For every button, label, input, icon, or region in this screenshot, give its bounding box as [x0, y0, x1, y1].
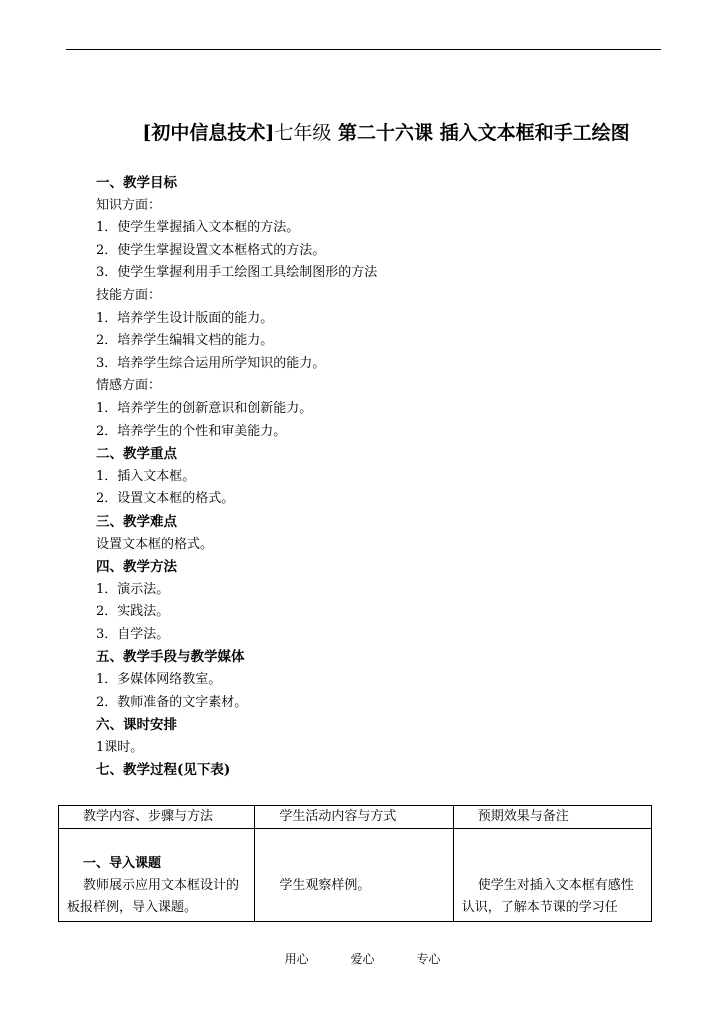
table-row	[59, 829, 652, 922]
section-heading: 六、课时安排	[96, 717, 177, 734]
list-item: 1．插入文本框。	[96, 468, 196, 484]
list-item: 技能方面：	[96, 287, 162, 303]
list-item: 设置文本框的格式。	[96, 536, 214, 552]
table-header-cell: 预期效果与备注	[453, 806, 651, 829]
footer-item: 爱心	[350, 952, 375, 966]
title-grade: 七年级	[274, 122, 332, 144]
table-header-row	[59, 806, 652, 829]
section-heading: 四、教学方法	[96, 559, 177, 576]
section-heading: 一、教学目标	[96, 175, 177, 191]
list-item: 知识方面：	[96, 197, 162, 213]
list-item: 3．培养学生综合运用所学知识的能力。	[96, 355, 326, 371]
row-section-title: 一、导入课题	[83, 856, 162, 871]
list-item: 3．使学生掌握利用手工绘图工具绘制图形的方法	[96, 265, 378, 281]
list-item: 2．培养学生编辑文档的能力。	[96, 333, 274, 349]
list-item: 1课时。	[96, 739, 144, 755]
title-space	[331, 122, 338, 144]
page-footer	[0, 950, 725, 967]
list-item: 1．培养学生的创新意识和创新能力。	[96, 400, 313, 416]
list-item: 3．自学法。	[96, 626, 170, 642]
list-item: 2．教师准备的文字素材。	[96, 694, 248, 710]
list-item: 2．实践法。	[96, 604, 170, 620]
title-lesson: 第二十六课 插入文本框和手工绘图	[338, 122, 630, 144]
list-item: 情感方面：	[96, 378, 162, 394]
table-header-cell: 学生活动内容与方式	[255, 806, 453, 829]
section-heading: 二、教学重点	[96, 446, 177, 463]
document-title	[66, 118, 706, 145]
lesson-plan-body	[96, 172, 676, 782]
list-item: 1．使学生掌握插入文本框的方法。	[96, 220, 300, 236]
title-bracket: [初中信息技术]	[142, 122, 275, 144]
list-item: 1．多媒体网络教室。	[96, 672, 222, 688]
table-cell-content	[59, 829, 255, 922]
section-heading: 五、教学手段与教学媒体	[96, 649, 245, 666]
list-item: 1．培养学生设计版面的能力。	[96, 310, 274, 326]
expected-effect-text: 使学生对插入文本框有感性认识，了解本节课的学习任	[461, 878, 634, 915]
teaching-process-table	[58, 805, 652, 922]
list-item: 2．使学生掌握设置文本框格式的方法。	[96, 242, 326, 258]
table-header-cell: 教学内容、步骤与方法	[59, 806, 255, 829]
list-item: 1．演示法。	[96, 581, 170, 597]
list-item: 2．设置文本框的格式。	[96, 491, 235, 507]
table-cell-student	[255, 829, 453, 922]
section-heading: 七、教学过程(见下表)	[96, 762, 231, 779]
footer-item: 专心	[416, 952, 441, 966]
table-cell-notes	[453, 829, 651, 922]
header-rule	[66, 49, 661, 50]
row-section-text: 教师展示应用文本框设计的板报样例，导入课题。	[67, 878, 240, 915]
section-heading: 三、教学难点	[96, 513, 177, 530]
student-activity-text: 学生观察样例。	[279, 878, 371, 893]
list-item: 2．培养学生的个性和审美能力。	[96, 423, 287, 439]
footer-item: 用心	[284, 952, 309, 966]
